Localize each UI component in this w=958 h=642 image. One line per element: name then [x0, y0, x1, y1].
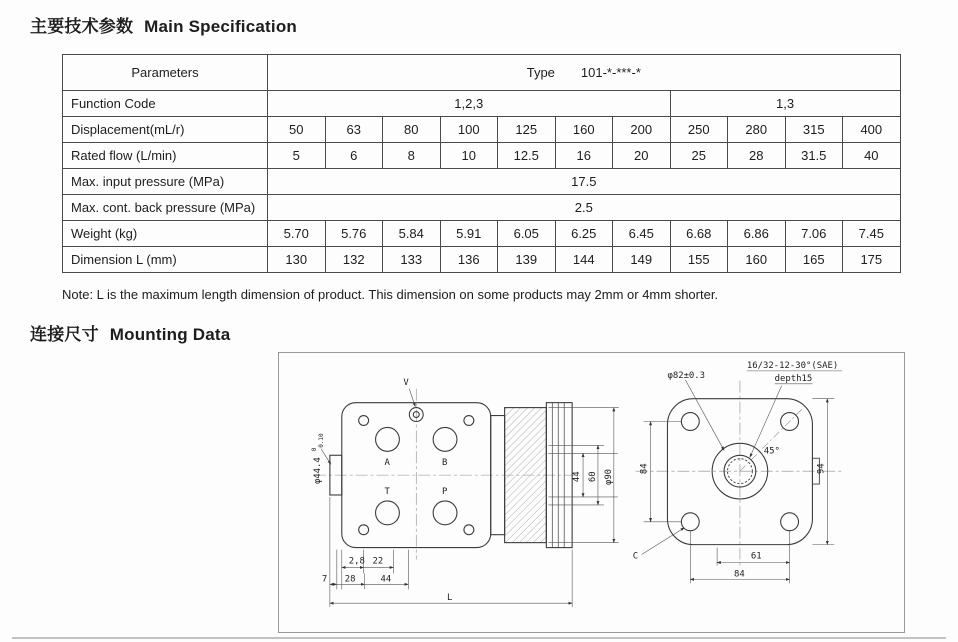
table-row-function-code — [63, 91, 901, 117]
dim-60-label: 60 — [587, 471, 598, 483]
weight-value: 6.45 — [613, 221, 671, 247]
displacement-value: 315 — [785, 117, 843, 143]
mounting-drawing — [279, 353, 904, 632]
type-label: Type — [526, 65, 555, 80]
mounting-data-title-zh: 连接尺寸 — [30, 325, 99, 344]
table-note: Note: L is the maximum length dimension of product. This dimension on some products may 2mm or 4mm shorter. — [62, 287, 719, 302]
port-b-label: B — [442, 458, 448, 469]
rated-flow-value: 40 — [843, 143, 901, 169]
angle-45-label: 45° — [763, 446, 780, 457]
displacement-value: 80 — [383, 117, 441, 143]
dimension-l-value: 139 — [498, 247, 556, 273]
dia-82-label: φ82±0.3 — [667, 370, 706, 381]
function-code-group1: 1,2,3 — [268, 91, 671, 117]
displacement-value: 250 — [670, 117, 728, 143]
rated-flow-value: 20 — [613, 143, 671, 169]
dia-90-label: φ90 — [603, 468, 614, 486]
dimension-l-value: 144 — [555, 247, 613, 273]
dim-2-8-label: 2,8 — [348, 556, 365, 567]
dim-28-label: 28 — [344, 574, 356, 585]
dim-l-label: L — [447, 593, 453, 604]
dim-94-label: 94 — [816, 463, 827, 475]
displacement-value: 200 — [613, 117, 671, 143]
table-row-header — [63, 55, 901, 91]
weight-value: 7.06 — [785, 221, 843, 247]
max-back-pressure-value: 2.5 — [268, 195, 901, 221]
table-row-weight — [63, 221, 901, 247]
flange-end-view — [667, 399, 819, 545]
rated-flow-value: 25 — [670, 143, 728, 169]
dimension-l-value: 132 — [325, 247, 383, 273]
rated-flow-value: 8 — [383, 143, 441, 169]
dimension-l-value: 165 — [785, 247, 843, 273]
dimension-l-value: 155 — [670, 247, 728, 273]
port-v-label: V — [403, 377, 409, 388]
dia-44-tol-top: 0 — [310, 447, 318, 452]
function-code-label: Function Code — [63, 91, 268, 117]
spline-depth-label: depth15 — [774, 373, 813, 384]
weight-value: 7.45 — [843, 221, 901, 247]
weight-value: 6.05 — [498, 221, 556, 247]
weight-label: Weight (kg) — [63, 221, 268, 247]
dia-44-tol-bot: -0.10 — [317, 433, 325, 452]
main-specification-title-zh: 主要技术参数 — [30, 17, 134, 36]
displacement-value: 125 — [498, 117, 556, 143]
max-input-pressure-value: 17.5 — [268, 169, 901, 195]
port-p-label: P — [442, 486, 448, 497]
table-row-max-back-pressure — [63, 195, 901, 221]
rated-flow-value: 6 — [325, 143, 383, 169]
dimension-l-value: 175 — [843, 247, 901, 273]
table-row-rated-flow — [63, 143, 901, 169]
dim-84-left-label: 84 — [639, 463, 650, 475]
displacement-value: 400 — [843, 117, 901, 143]
rated-flow-value: 31.5 — [785, 143, 843, 169]
type-value: 101-*-***-* — [580, 65, 641, 80]
weight-value: 6.86 — [728, 221, 786, 247]
dimension-l-value: 160 — [728, 247, 786, 273]
dia-44-label: φ44.4 — [312, 457, 323, 485]
displacement-value: 50 — [268, 117, 326, 143]
spline-spec-label: 16/32-12-30°(SAE) — [746, 360, 839, 371]
mounting-data-title-en: Mounting Data — [109, 325, 231, 344]
dim-84-bottom-label: 84 — [733, 569, 745, 580]
parameters-header-cell: Parameters — [63, 55, 268, 91]
rated-flow-value: 5 — [268, 143, 326, 169]
rated-flow-value: 16 — [555, 143, 613, 169]
rated-flow-value: 28 — [728, 143, 786, 169]
table-row-dimension-l — [63, 247, 901, 273]
dim-44-v-label: 44 — [572, 471, 583, 483]
rated-flow-value: 10 — [440, 143, 498, 169]
table-row-max-input-pressure — [63, 169, 901, 195]
table-row-displacement — [63, 117, 901, 143]
port-t-label: T — [384, 486, 390, 497]
mounting-data-title — [30, 320, 230, 345]
dimension-l-value: 130 — [268, 247, 326, 273]
port-a-label: A — [384, 458, 390, 469]
displacement-value: 100 — [440, 117, 498, 143]
dim-22-label: 22 — [372, 556, 384, 567]
dimension-l-label: Dimension L (mm) — [63, 247, 268, 273]
displacement-label: Displacement(mL/r) — [63, 117, 268, 143]
max-input-pressure-label: Max. input pressure (MPa) — [63, 169, 268, 195]
main-specification-title-en: Main Specification — [144, 17, 297, 36]
weight-value: 6.25 — [555, 221, 613, 247]
function-code-group2: 1,3 — [670, 91, 900, 117]
displacement-value: 280 — [728, 117, 786, 143]
mounting-drawing-box — [278, 352, 905, 633]
dim-44-h-label: 44 — [380, 574, 392, 585]
bottom-divider — [12, 637, 946, 639]
spec-table — [62, 54, 901, 273]
displacement-value: 160 — [555, 117, 613, 143]
displacement-value: 63 — [325, 117, 383, 143]
dimension-l-value: 149 — [613, 247, 671, 273]
main-specification-title — [30, 12, 297, 37]
weight-value: 5.70 — [268, 221, 326, 247]
weight-value: 5.84 — [383, 221, 441, 247]
rated-flow-label: Rated flow (L/min) — [63, 143, 268, 169]
max-back-pressure-label: Max. cont. back pressure (MPa) — [63, 195, 268, 221]
dimension-l-value: 133 — [383, 247, 441, 273]
dim-61-label: 61 — [750, 551, 762, 562]
weight-value: 5.91 — [440, 221, 498, 247]
dim-7-label: 7 — [321, 574, 328, 585]
rated-flow-value: 12.5 — [498, 143, 556, 169]
weight-value: 6.68 — [670, 221, 728, 247]
type-header-cell — [268, 55, 901, 91]
weight-value: 5.76 — [325, 221, 383, 247]
c-hole-label: C — [632, 551, 639, 562]
dimension-l-value: 136 — [440, 247, 498, 273]
